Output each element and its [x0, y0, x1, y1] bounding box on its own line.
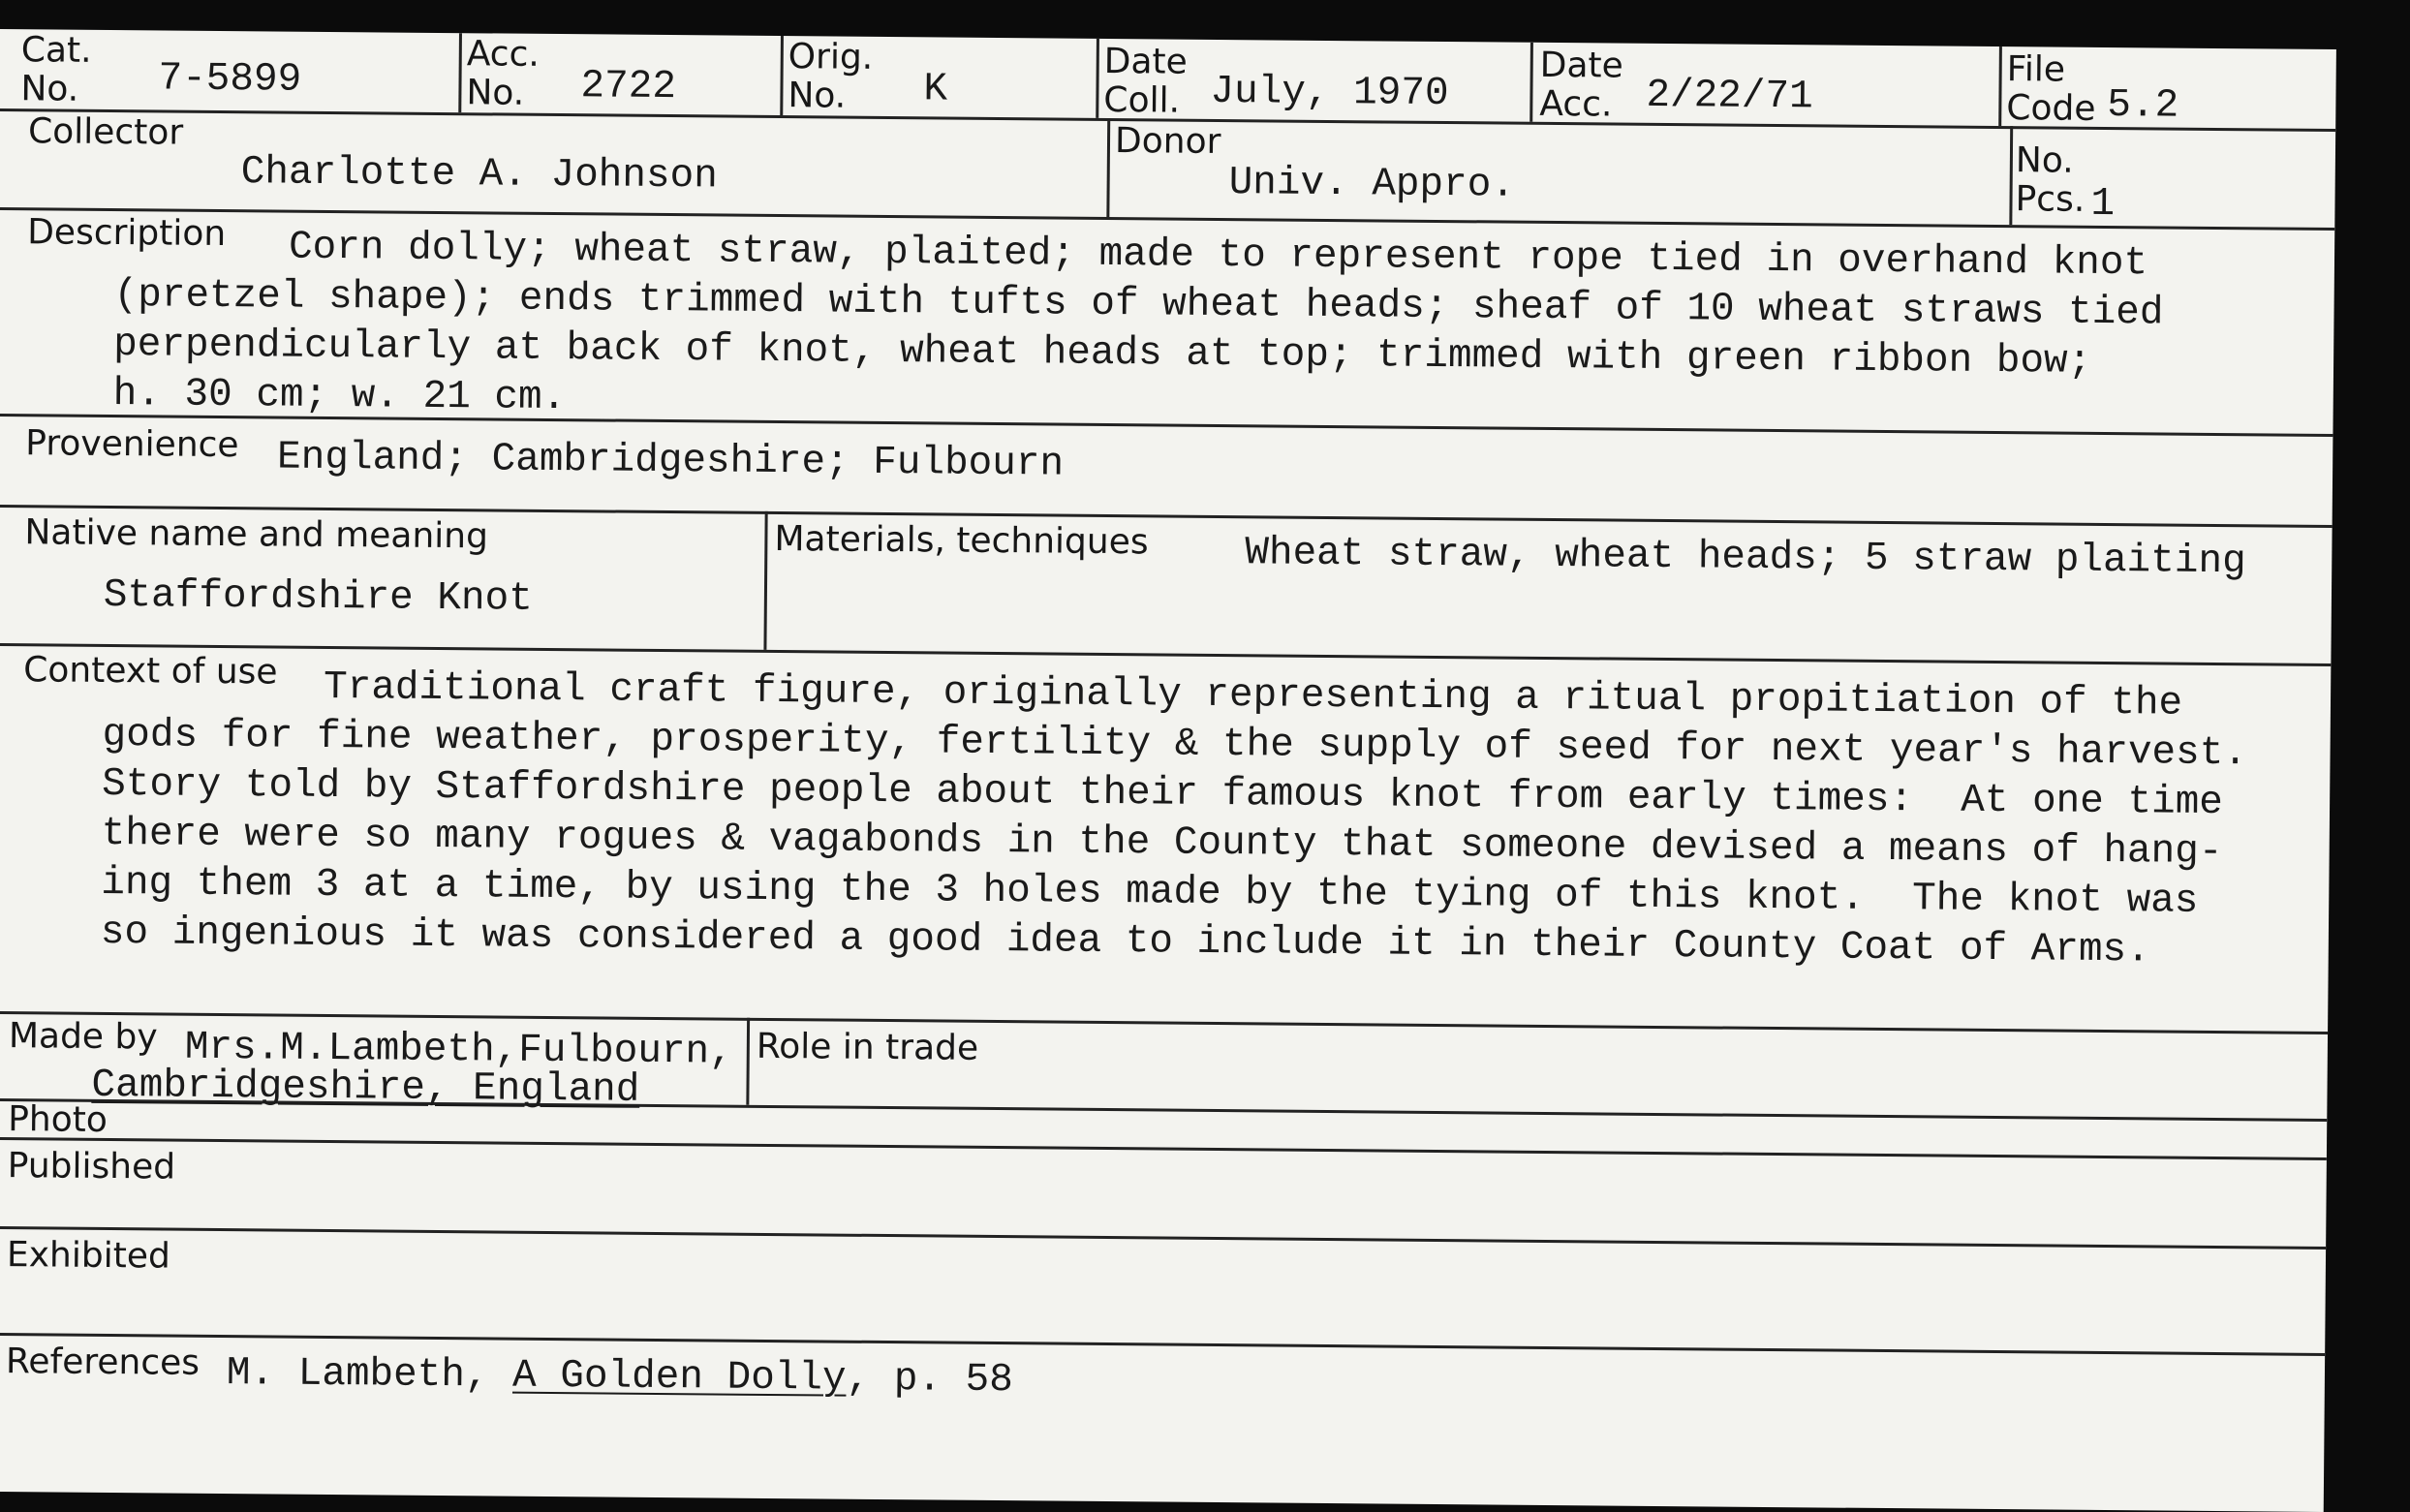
divider	[746, 1018, 750, 1105]
pieces-value: 1	[2090, 181, 2116, 228]
native-name-label: Native name and meaning	[24, 512, 489, 557]
exhibited-label: Exhibited	[6, 1235, 170, 1277]
description-label: Description	[26, 212, 227, 255]
published-label: Published	[7, 1146, 176, 1188]
role-in-trade-label: Role in trade	[756, 1026, 979, 1068]
donor-label: Donor	[1114, 121, 1221, 163]
reference-author: M. Lambeth,	[226, 1351, 513, 1399]
materials-label: Materials, techniques	[774, 518, 1149, 563]
date-coll-value: July, 1970	[1210, 69, 1449, 117]
file-code-label: File Code	[2006, 49, 2096, 129]
acc-no-value: 2722	[580, 64, 677, 110]
collector-label: Collector	[27, 111, 184, 153]
pieces-label: No. Pcs.	[2015, 140, 2086, 220]
orig-no-value: K	[923, 67, 948, 112]
divider	[458, 33, 462, 112]
reference-title: A Golden Dolly	[511, 1353, 847, 1402]
divider	[1106, 118, 1110, 217]
made-by-line1: Mrs.M.Lambeth,Fulbourn,	[184, 1025, 733, 1075]
made-by-line2: Cambridgeshire, England	[91, 1063, 640, 1113]
catalog-card	[0, 29, 2336, 1512]
cat-no-label: Cat. No.	[20, 30, 92, 109]
divider	[1529, 43, 1533, 122]
provenience-value: England; Cambridgeshire; Fulbourn	[276, 435, 1065, 487]
context-text: Traditional craft figure, originally representing a ritual propitiation of the gods for fine weather, prosperity, fertility & the supply of seed for next year's harvest. Story told by Staffordshire people about their famous knot from early times: At one time there were so many rogues & vagabonds in the County that someone devised a means of hang- ing them 3 at a time, by using the 3 holes made by the tying of this knot. The knot was so ingenious it was considered a good idea to include it in their County Coat of Arms.	[100, 664, 2248, 973]
divider	[780, 36, 784, 115]
reference-page: , p. 58	[846, 1356, 1014, 1404]
references-label: References	[5, 1342, 201, 1383]
context-label: Context of use	[23, 650, 278, 693]
collector-value: Charlotte A. Johnson	[240, 150, 718, 200]
file-code-value: 5.2	[2107, 82, 2179, 129]
divider	[763, 511, 767, 650]
donor-value: Univ. Appro.	[1228, 161, 1516, 208]
divider	[0, 1226, 2326, 1250]
divider	[0, 1137, 2327, 1160]
divider	[2009, 126, 2013, 225]
acc-no-label: Acc. No.	[466, 34, 541, 113]
divider	[1096, 39, 1099, 118]
description-text: Corn dolly; wheat straw, plaited; made to represent rope tied in overhand knot (pretzel shape); ends trimmed with tufts of wheat heads; sheaf of 10 wheat straws tied perpendicularly at back of knot, wheat heads at top; trimmed with green ribbon bow; h. 30 cm; w. 21 cm.	[112, 225, 2164, 421]
date-coll-label: Date Coll.	[1103, 41, 1188, 121]
provenience-label: Provenience	[25, 423, 239, 466]
native-name-value: Staffordshire Knot	[103, 572, 533, 622]
orig-no-label: Orig. No.	[788, 37, 874, 116]
divider	[1998, 46, 2002, 126]
made-by-label: Made by	[8, 1016, 158, 1058]
date-acc-label: Date Acc.	[1539, 45, 1623, 125]
photo-label: Photo	[7, 1099, 108, 1141]
cat-no-value: 7-5899	[158, 56, 302, 103]
materials-value: Wheat straw, wheat heads; 5 straw plaiting	[1245, 531, 2246, 585]
date-acc-value: 2/22/71	[1646, 73, 1813, 120]
references-value	[227, 1350, 1013, 1404]
